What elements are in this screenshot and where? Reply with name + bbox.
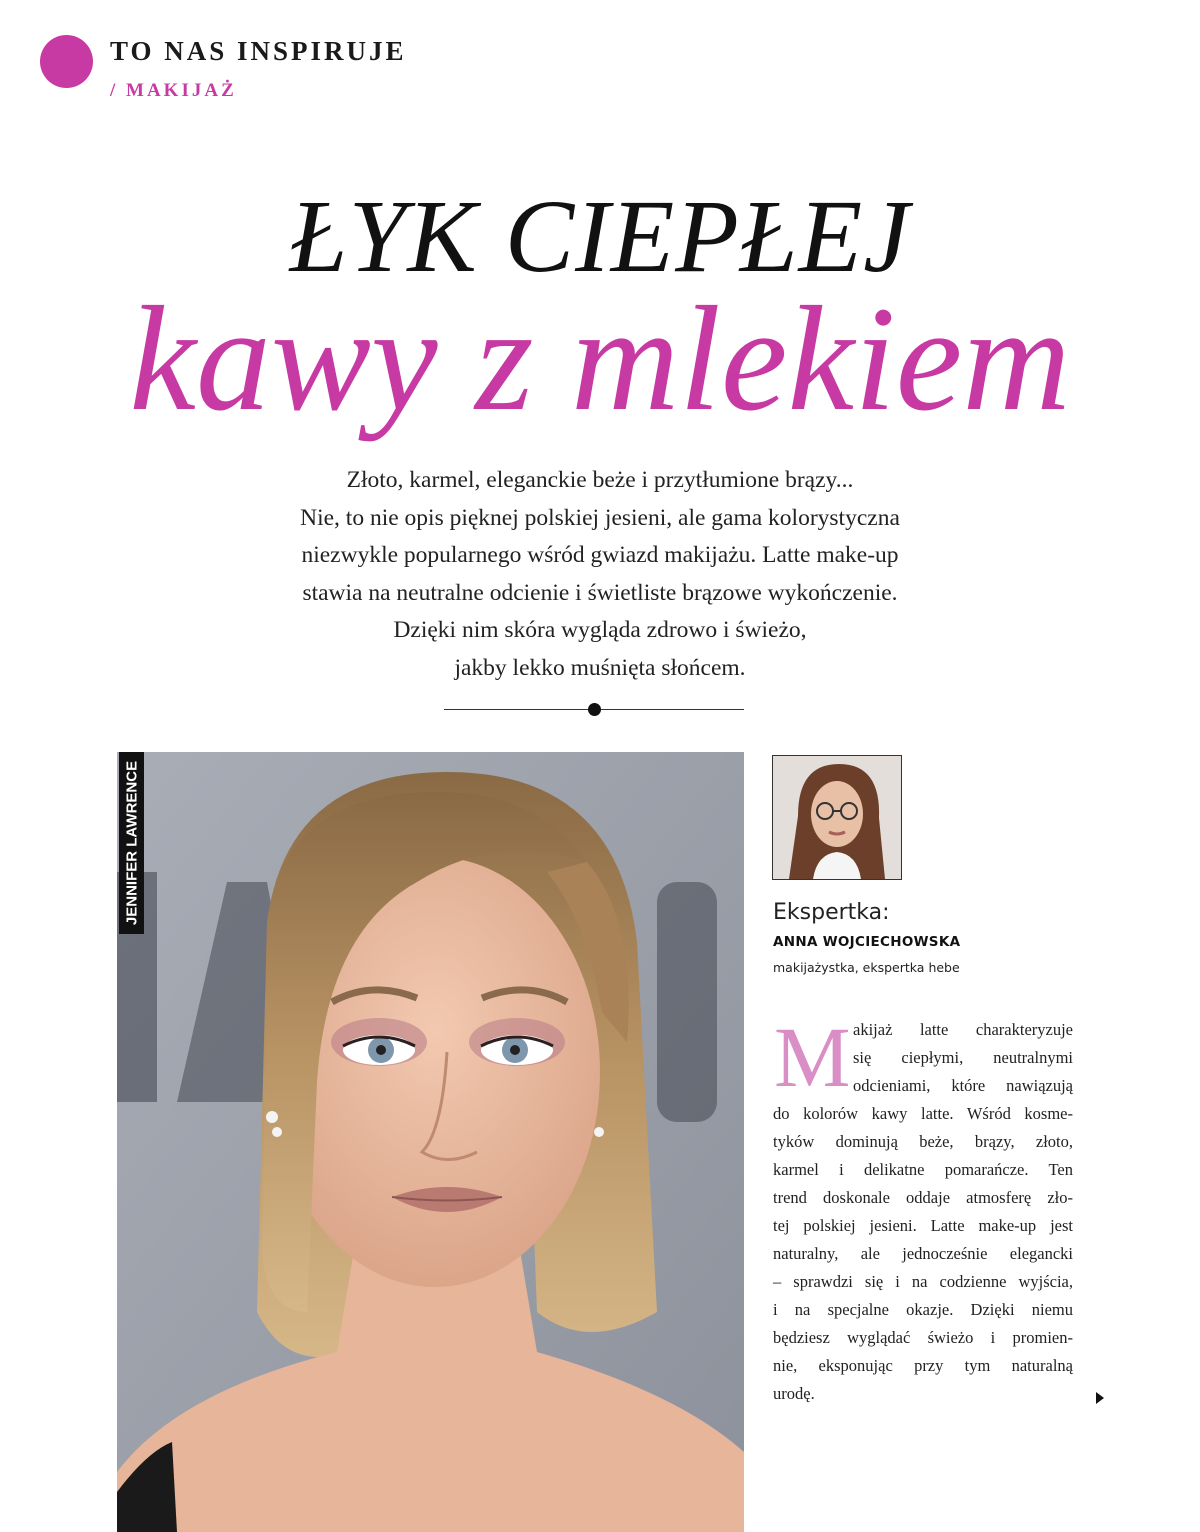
- lead-line: Złoto, karmel, eleganckie beże i przytłumione brązy...: [346, 467, 854, 493]
- section-title: TO NAS INSPIRUJE: [110, 36, 407, 66]
- article-line: karmel i delikatne pomarańcze. Ten: [773, 1160, 1073, 1179]
- article-line: nie, eksponując przy tym naturalną: [773, 1356, 1073, 1375]
- article-line: się ciepłymi, neutralnymi: [853, 1048, 1073, 1067]
- article-line: urodę.: [773, 1384, 815, 1403]
- article-line: do kolorów kawy latte. Wśród kosme-: [773, 1104, 1073, 1123]
- lead-line: stawia na neutralne odcienie i świetliste brązowe wykończenie.: [302, 579, 898, 606]
- expert-heading: Ekspertka:: [773, 900, 890, 925]
- headline-line-2: kawy z mlekiem: [129, 276, 1071, 442]
- lead-paragraph: [170, 462, 1030, 688]
- article-line: naturalny, ale jednocześnie elegancki: [773, 1244, 1073, 1263]
- article-line: tyków dominują beże, brązy, złoto,: [773, 1132, 1073, 1151]
- article-line: tej polskiej jesieni. Latte make-up jest: [773, 1216, 1073, 1235]
- article-line: odcieniami, które nawiązują: [853, 1076, 1073, 1095]
- expert-name: ANNA WOJCIECHOWSKA: [773, 934, 961, 950]
- lead-line: Dzięki nim skóra wygląda zdrowo i świeżo,: [393, 617, 807, 644]
- dropcap: M: [774, 1009, 851, 1105]
- section-subtitle: / MAKIJAŻ: [110, 80, 237, 101]
- article-line: akijaż latte charakteryzuje: [853, 1020, 1073, 1039]
- article-line: – sprawdzi się i na codzienne wyjścia,: [773, 1272, 1073, 1291]
- lead-line: niezwykle popularnego wśród gwiazd makijażu. Latte make-up: [301, 542, 899, 569]
- article-line: trend doskonale oddaje atmosferę zło-: [773, 1188, 1073, 1207]
- photo-caption: [119, 752, 144, 934]
- continue-arrow-icon: [1096, 1392, 1104, 1404]
- article-line: będziesz wyglądać świeżo i promien-: [773, 1328, 1073, 1347]
- article-line: i na specjalne okazje. Dzięki niemu: [773, 1300, 1073, 1319]
- headline-line-1: ŁYK CIEPŁEJ: [289, 179, 911, 294]
- lead-line: Nie, to nie opis pięknej polskiej jesieni, ale gama kolorystyczna: [300, 504, 900, 531]
- section-dot-icon: [40, 35, 93, 88]
- expert-avatar: [772, 755, 902, 880]
- article-body: [773, 1009, 1073, 1408]
- main-photo: [117, 752, 744, 1532]
- divider-dot-icon: [588, 703, 601, 716]
- expert-role: makijażystka, ekspertka hebe: [773, 960, 960, 975]
- photo-caption-text: JENNIFER LAWRENCE: [123, 760, 140, 926]
- lead-line: jakby lekko muśnięta słońcem.: [454, 654, 746, 681]
